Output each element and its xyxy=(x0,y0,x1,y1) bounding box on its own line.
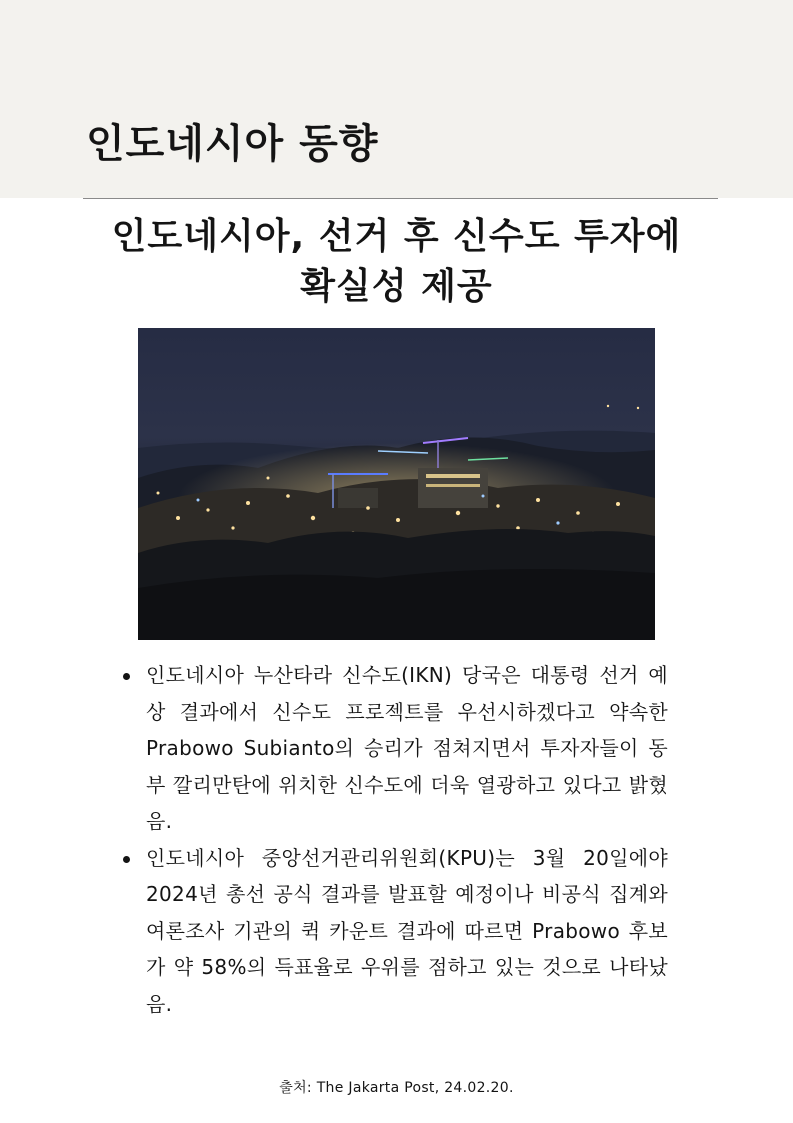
bullet-dot xyxy=(123,673,130,680)
bullet-dot xyxy=(123,856,130,863)
night-construction-photo xyxy=(138,328,655,640)
header-divider xyxy=(83,198,718,199)
article-bullet-list xyxy=(118,657,668,1022)
bullet-text: 인도네시아 누산타라 신수도(IKN) 당국은 대통령 선거 예상 결과에서 신수도 프로젝트를 우선시하겠다고 약속한 Prabowo Subianto의 승리가 점쳐지면서 투자자들이 동부 깔리만탄에 위치한 신수도에 더욱 열광하고 있다고 밝혔음. xyxy=(146,663,668,833)
article-photo xyxy=(138,328,655,640)
article-headline xyxy=(40,212,753,312)
headline-line-1: 인도네시아, 선거 후 신수도 투자에 xyxy=(111,216,682,257)
source-citation: 출처: The Jakarta Post, 24.02.20. xyxy=(279,1080,514,1096)
bullet-item xyxy=(118,840,668,1023)
bullet-text: 인도네시아 중앙선거관리위원회(KPU)는 3월 20일에야 2024년 총선 공식 결과를 발표할 예정이나 비공식 집계와 여론조사 기관의 퀵 카운트 결과에 따르면 Prabowo 후보가 약 58%의 득표율로 우위를 점하고 있는 것으로 나타났음. xyxy=(146,845,668,1016)
bullet-item xyxy=(118,657,668,840)
headline-line-2: 확실성 제공 xyxy=(300,266,493,307)
section-title: 인도네시아 동향 xyxy=(86,121,379,167)
